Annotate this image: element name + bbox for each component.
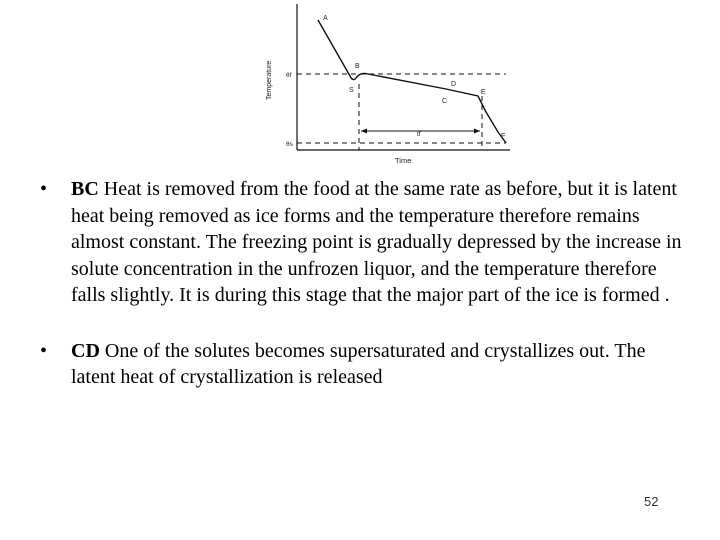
point-label-d: D: [451, 81, 457, 88]
bullet-item-cd: [40, 338, 690, 391]
freezing-curve-figure: [260, 0, 520, 168]
time-interval-arrowhead-left: [361, 129, 367, 134]
bullet-term: CD: [71, 339, 100, 362]
freezing-temp-tick-label: θf: [286, 72, 292, 79]
freezing-curve: [318, 20, 506, 143]
bullet-text: Heat is removed from the food at the same rate as before, but it is latent heat being removed as ice forms and the temperature therefore remains almost constant. The freezing point is gradually depressed by the increase in solute concentration in the unfrozen liquor, and the temperature therefore falls slightly. It is during this stage that the major part of the ice is formed .: [71, 178, 682, 306]
bullet-term: BC: [71, 178, 99, 200]
point-label-c: C: [442, 98, 448, 105]
y-axis-label: Temperature: [266, 60, 273, 100]
point-label-f: F: [501, 133, 506, 140]
bullet-dot: •: [40, 339, 48, 362]
point-label-a: A: [323, 15, 328, 22]
bullet-item-bc: [40, 176, 690, 309]
bullet-text: One of the solutes becomes supersaturated and crystallizes out. The latent heat of crystallization is released: [71, 339, 646, 388]
point-label-s: S: [349, 87, 354, 94]
point-label-b: B: [355, 63, 360, 70]
page-number: 52: [644, 494, 659, 509]
time-interval-label: tf: [417, 131, 421, 138]
time-interval-arrowhead-right: [474, 129, 480, 134]
bullet-list: [40, 176, 690, 391]
x-axis-label: Time: [395, 156, 412, 165]
final-temp-tick-label: θs: [286, 141, 293, 148]
point-label-e: E: [481, 89, 486, 96]
bullet-dot: •: [40, 178, 48, 200]
